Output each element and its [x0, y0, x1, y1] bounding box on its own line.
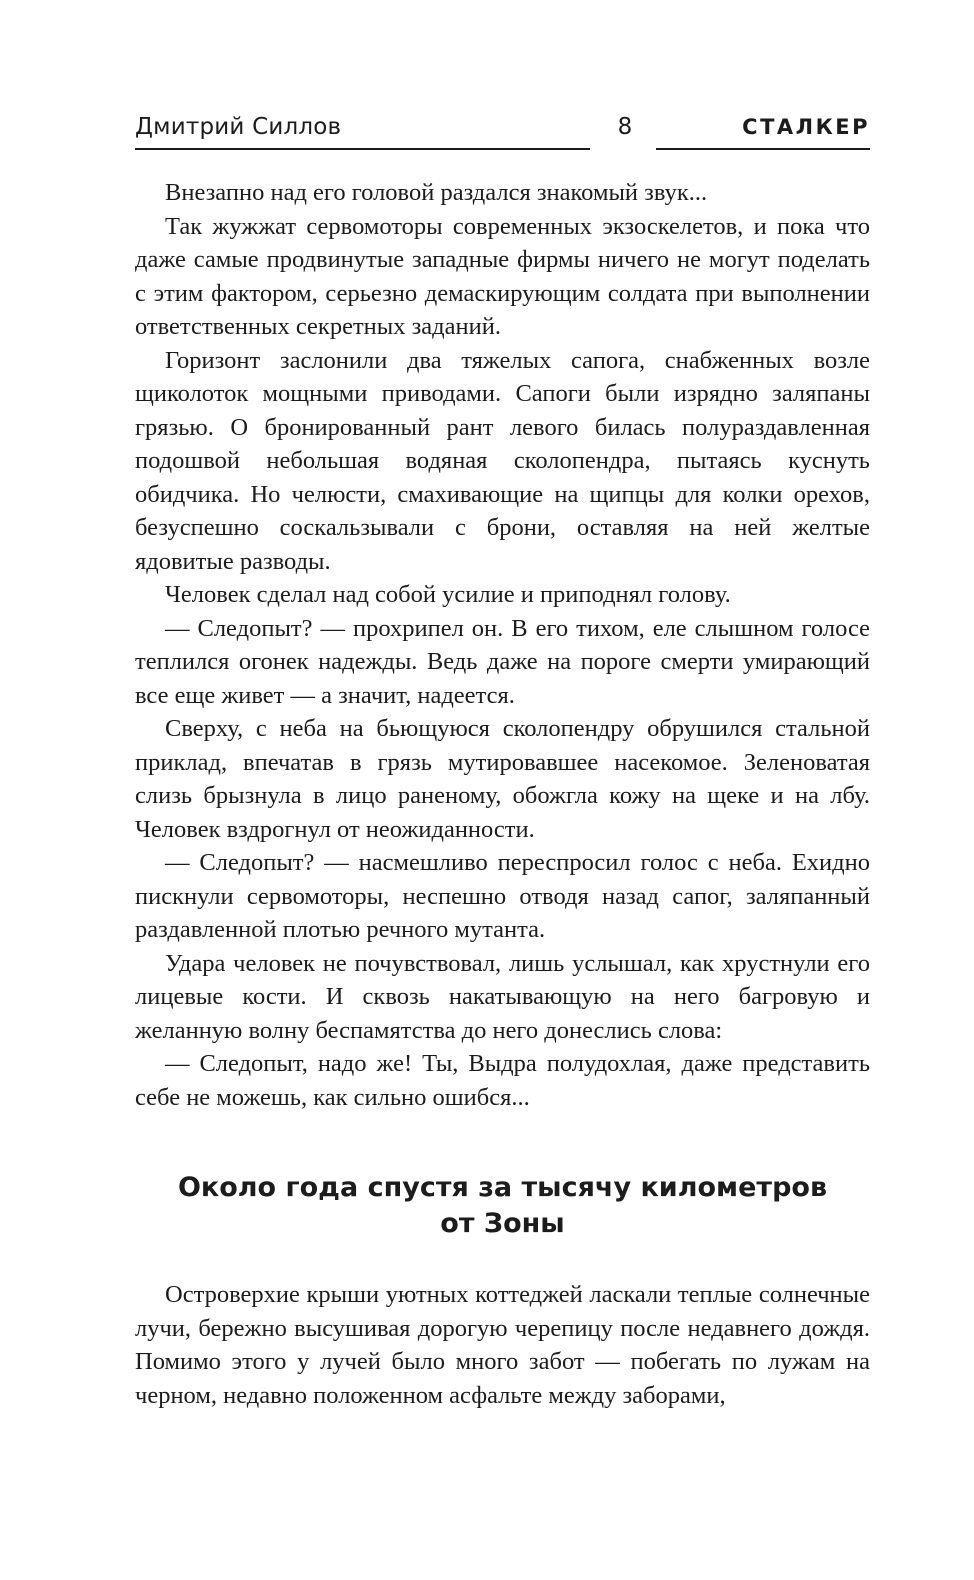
- paragraph: Горизонт заслонили два тяжелых сапога, снабженных возле щиколоток мощными приводами. Сапоги были изрядно заляпаны грязью. О бронированный рант левого билась полураздавленная подошвой небольшая водяная сколопендра, пытаясь куснуть обидчика. Но челюсти, смахивающие на щипцы для колки орехов, безуспешно соскальзывали с брони, оставляя на ней желтые ядовитые разводы.: [135, 346, 870, 575]
- paragraph: Так жужжат сервомоторы современных экзоскелетов, и пока что даже самые продвинутые западные фирмы ничего не могут поделать с этим фактором, серьезно демаскирующим солдата при выполнении ответственных секретных заданий.: [135, 212, 870, 340]
- header-rule-left: [135, 148, 590, 150]
- paragraph: Внезапно над его головой раздался знакомый звук...: [165, 179, 708, 206]
- section-heading-line-1: Около года спустя за тысячу километров: [177, 1172, 828, 1203]
- paragraph: — Следопыт, надо же! Ты, Выдра полудохлая, даже представить себе не можешь, как сильно ошибся...: [135, 1050, 870, 1111]
- paragraph: Человек сделал над собой усилие и приподнял голову.: [165, 581, 731, 608]
- paragraph: — Следопыт? — прохрипел он. В его тихом, еле слышном голосе теплился огонек надежды. Ведь даже на пороге смерти умирающий все еще живет — а значит, надеется.: [135, 614, 870, 709]
- running-header: [135, 112, 870, 154]
- paragraph: Островерхие крыши уютных коттеджей ласкали теплые солнечные лучи, бережно высушивая дорогую черепицу после недавнего дождя. Помимо этого у лучей было много забот — побегать по лужам на черном, недавно положенном асфальте между заборами,: [135, 1281, 870, 1409]
- body-text-block-2: [135, 1278, 870, 1412]
- section-heading: [135, 1170, 870, 1242]
- header-rule-right: [656, 148, 870, 150]
- page-number: 8: [617, 114, 633, 140]
- body-text-block-1: [135, 176, 870, 1114]
- paragraph: Удара человек не почувствовал, лишь услышал, как хрустнули его лицевые кости. И сквозь накатывающую на него багровую и желанную волну беспамятства до него донеслись слова:: [135, 949, 870, 1044]
- header-author: Дмитрий Силлов: [135, 114, 342, 140]
- paragraph: — Следопыт? — насмешливо переспросил голос с неба. Ехидно пискнули сервомоторы, неспешно отводя назад сапог, заляпанный раздавленной плотью речного мутанта.: [135, 849, 870, 943]
- header-series-title: СТАЛКЕР: [742, 115, 870, 139]
- paragraph: Сверху, с неба на бьющуюся сколопендру обрушился стальной приклад, впечатав в грязь мутировавшее насекомое. Зеленоватая слизь брызнула в лицо раненому, обожгла кожу на щеке и на лбу. Человек вздрогнул от неожиданности.: [135, 715, 870, 843]
- section-heading-line-2: от Зоны: [440, 1208, 565, 1239]
